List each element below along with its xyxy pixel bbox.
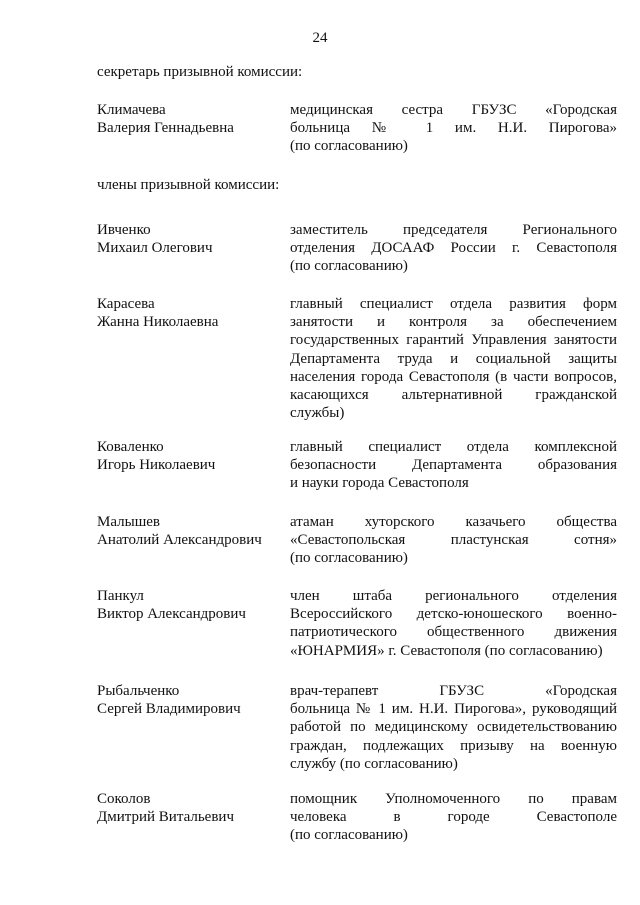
members-section-label: члены призывной комиссии: [97,177,280,193]
member-given-name: Жанна Николаевна [97,314,219,330]
member-given-name: Игорь Николаевич [97,457,216,473]
role-line: «ЮНАРМИЯ» г. Севастополя (по согласованию) [290,642,603,659]
role-line: службы) [290,405,345,422]
role-line: государственных гарантий Управления занятости [290,332,617,349]
role-line: Департамента труда и социальной защиты [290,350,617,367]
member-role [290,221,617,276]
role-line: и науки города Севастополя [290,475,469,492]
role-line: (по согласованию) [290,138,408,155]
member-name [97,587,287,623]
member-given-name: Виктор Александрович [97,606,246,622]
member-name [97,682,287,718]
member-name [97,790,287,826]
member-given-name: Валерия Геннадьевна [97,120,234,136]
role-line: (по согласованию) [290,550,408,567]
member-name [97,513,287,549]
page-number: 24 [312,30,328,46]
member-surname: Ивченко [97,222,151,238]
role-line: Всероссийского детско-юношеского военно- [290,606,617,623]
role-line: больница № 1 им. Н.И. Пирогова», руководящий [290,701,617,718]
role-line: главный специалист отдела комплексной [290,439,617,455]
role-line: патриотического общественного движения [290,624,617,641]
member-role [290,587,617,660]
member-surname: Карасева [97,296,155,312]
role-line: член штаба регионального отделения [290,588,617,604]
member-role [290,790,617,845]
member-role [290,101,617,156]
role-line: медицинская сестра ГБУЗС «Городская [290,102,617,118]
member-surname: Малышев [97,514,160,530]
role-line: службу (по согласованию) [290,755,458,772]
member-surname: Климачева [97,102,166,118]
role-line: населения города Севастополя (в части вопросов, [290,368,617,385]
role-line: больница № 1 им. Н.И. Пирогова» [290,120,617,137]
secretary-section-label: секретарь призывной комиссии: [97,64,303,80]
member-given-name: Сергей Владимирович [97,701,241,717]
member-surname: Панкул [97,588,144,604]
role-line: заместитель председателя Регионального [290,222,617,238]
member-name [97,101,287,137]
role-line: касающихся альтернативной гражданской [290,387,617,404]
role-line: помощник Уполномоченного по правам [290,791,617,807]
member-given-name: Анатолий Александрович [97,532,262,548]
member-role [290,295,617,422]
member-name [97,221,287,257]
member-surname: Коваленко [97,439,164,455]
member-given-name: Михаил Олегович [97,240,213,256]
member-name [97,438,287,474]
role-line: врач-терапевт ГБУЗС «Городская [290,683,617,699]
member-role [290,438,617,493]
member-role [290,682,617,773]
role-line: отделения ДОСААФ России г. Севастополя [290,240,617,257]
member-given-name: Дмитрий Витальевич [97,809,234,825]
role-line: атаман хуторского казачьего общества [290,514,617,530]
role-line: (по согласованию) [290,827,408,844]
role-line: безопасности Департамента образования [290,457,617,474]
role-line: «Севастопольская пластунская сотня» [290,532,617,549]
role-line: (по согласованию) [290,258,408,275]
member-surname: Соколов [97,791,151,807]
role-line: главный специалист отдела развития форм [290,296,617,312]
role-line: работой по медицинскому освидетельствованию [290,719,617,736]
role-line: занятости и контроля за обеспечением [290,314,617,331]
role-line: граждан, подлежащих призыву на военную [290,737,617,754]
member-name [97,295,287,331]
member-surname: Рыбальченко [97,683,180,699]
role-line: человека в городе Севастополе [290,809,617,826]
member-role [290,513,617,568]
